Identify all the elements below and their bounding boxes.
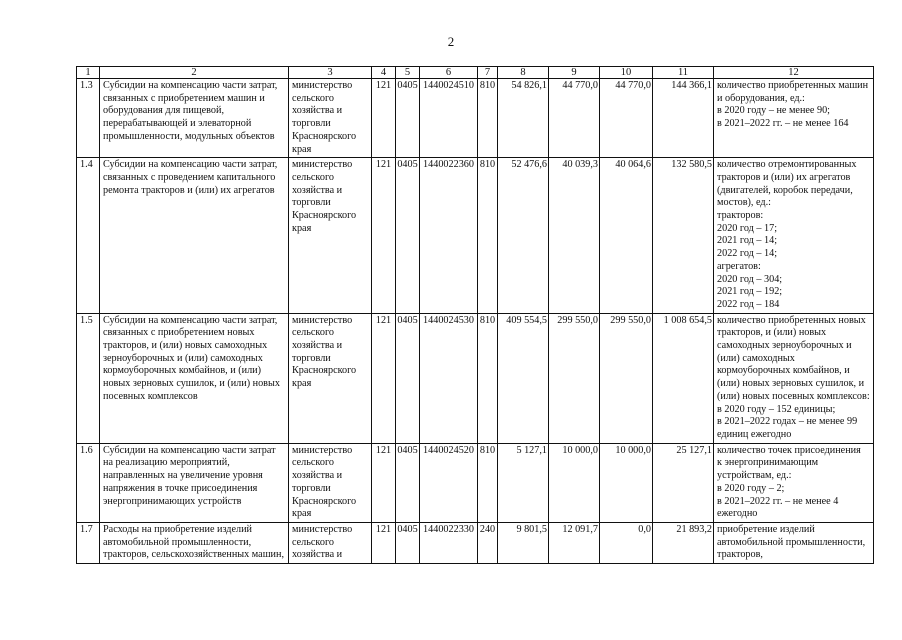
column-header: 1 (77, 67, 100, 79)
amount-2020: 5 127,1 (498, 443, 549, 522)
amount-2020: 52 476,6 (498, 158, 549, 313)
measure-name: Субсидии на компенсацию части затрат, связанных с приобретением новых тракторов, и (или) новых самоходных зерноуборочных и (или) самоходных кормоуборочных комбайнов, и (или) новых зерновых сушилок, и (или) новых посевных комплексов (100, 313, 289, 443)
amount-2021: 40 039,3 (549, 158, 600, 313)
table-row (77, 443, 874, 522)
column-header: 4 (372, 67, 396, 79)
csr-code: 1440024530 (420, 313, 478, 443)
column-header: 12 (714, 67, 874, 79)
vr-code: 810 (478, 79, 498, 158)
expected-result: количество приобретенных новых тракторов, и (или) новых самоходных зерноуборочных и (или) самоходных кормоуборочных комбайнов, и (или) новых зерновых сушилок, и (или) новых посевных комплексов: в 2020 году – 152 единицы; в 2021–2022 годах – не менее 99 единиц ежегодно (714, 313, 874, 443)
table-row (77, 313, 874, 443)
amount-total: 1 008 654,5 (653, 313, 714, 443)
csr-code: 1440022330 (420, 522, 478, 563)
column-header: 11 (653, 67, 714, 79)
amount-2021: 44 770,0 (549, 79, 600, 158)
row-number: 1.4 (77, 158, 100, 313)
grbs-code: 121 (372, 522, 396, 563)
csr-code: 1440022360 (420, 158, 478, 313)
csr-code: 1440024520 (420, 443, 478, 522)
column-header: 10 (600, 67, 653, 79)
table-row (77, 522, 874, 563)
amount-2021: 299 550,0 (549, 313, 600, 443)
amount-2020: 409 554,5 (498, 313, 549, 443)
rzpr-code: 0405 (396, 522, 420, 563)
amount-2020: 9 801,5 (498, 522, 549, 563)
column-header: 7 (478, 67, 498, 79)
csr-code: 1440024510 (420, 79, 478, 158)
amount-2021: 12 091,7 (549, 522, 600, 563)
vr-code: 810 (478, 313, 498, 443)
amount-2022: 299 550,0 (600, 313, 653, 443)
rzpr-code: 0405 (396, 443, 420, 522)
amount-2021: 10 000,0 (549, 443, 600, 522)
column-header: 8 (498, 67, 549, 79)
vr-code: 810 (478, 443, 498, 522)
column-header: 5 (396, 67, 420, 79)
amount-2022: 40 064,6 (600, 158, 653, 313)
measure-name: Субсидии на компенсацию части затрат на реализацию мероприятий, направленных на увеличение уровня напряжения в точке присоединения энергопринимающих устройств (100, 443, 289, 522)
amount-2022: 10 000,0 (600, 443, 653, 522)
measure-name: Субсидии на компенсацию части затрат, связанных с приобретением машин и оборудования для пищевой, перерабатывающей и элеваторной промышленности, модульных объектов (100, 79, 289, 158)
row-number: 1.7 (77, 522, 100, 563)
column-header: 3 (289, 67, 372, 79)
amount-total: 132 580,5 (653, 158, 714, 313)
expected-result: количество отремонтированных тракторов и (или) их агрегатов (двигателей, коробок передачи, мостов), ед.: тракторов: 2020 год – 17; 2021 год – 14; 2022 год – 14; агрегатов: 2020 год – 304; 2021 год – 192; 2022 год – 184 (714, 158, 874, 313)
amount-2022: 0,0 (600, 522, 653, 563)
expected-result: приобретение изделий автомобильной промышленности, тракторов, (714, 522, 874, 563)
amount-total: 144 366,1 (653, 79, 714, 158)
executor: министерство сельского хозяйства и торговли Красноярского края (289, 443, 372, 522)
executor: министерство сельского хозяйства и (289, 522, 372, 563)
executor: министерство сельского хозяйства и торговли Красноярского края (289, 79, 372, 158)
measure-name: Расходы на приобретение изделий автомобильной промышленности, тракторов, сельскохозяйственных машин, (100, 522, 289, 563)
column-header: 9 (549, 67, 600, 79)
grbs-code: 121 (372, 313, 396, 443)
vr-code: 240 (478, 522, 498, 563)
executor: министерство сельского хозяйства и торговли Красноярского края (289, 313, 372, 443)
amount-2020: 54 826,1 (498, 79, 549, 158)
row-number: 1.3 (77, 79, 100, 158)
rzpr-code: 0405 (396, 79, 420, 158)
amount-total: 25 127,1 (653, 443, 714, 522)
amount-2022: 44 770,0 (600, 79, 653, 158)
amount-total: 21 893,2 (653, 522, 714, 563)
table-row (77, 79, 874, 158)
measure-name: Субсидии на компенсацию части затрат, связанных с проведением капитального ремонта тракторов и (или) их агрегатов (100, 158, 289, 313)
row-number: 1.6 (77, 443, 100, 522)
row-number: 1.5 (77, 313, 100, 443)
executor: министерство сельского хозяйства и торговли Красноярского края (289, 158, 372, 313)
grbs-code: 121 (372, 158, 396, 313)
column-header: 2 (100, 67, 289, 79)
table-row (77, 158, 874, 313)
expected-result: количество точек присоединения к энергопринимающим устройствам, ед.: в 2020 году – 2; в 2021–2022 гг. – не менее 4 ежегодно (714, 443, 874, 522)
rzpr-code: 0405 (396, 158, 420, 313)
expected-result: количество приобретенных машин и оборудования, ед.: в 2020 году – не менее 90; в 2021–2022 гг. – не менее 164 (714, 79, 874, 158)
program-table (76, 66, 874, 564)
grbs-code: 121 (372, 443, 396, 522)
grbs-code: 121 (372, 79, 396, 158)
header-row (77, 67, 874, 79)
column-header: 6 (420, 67, 478, 79)
vr-code: 810 (478, 158, 498, 313)
page-number: 2 (447, 34, 455, 49)
rzpr-code: 0405 (396, 313, 420, 443)
